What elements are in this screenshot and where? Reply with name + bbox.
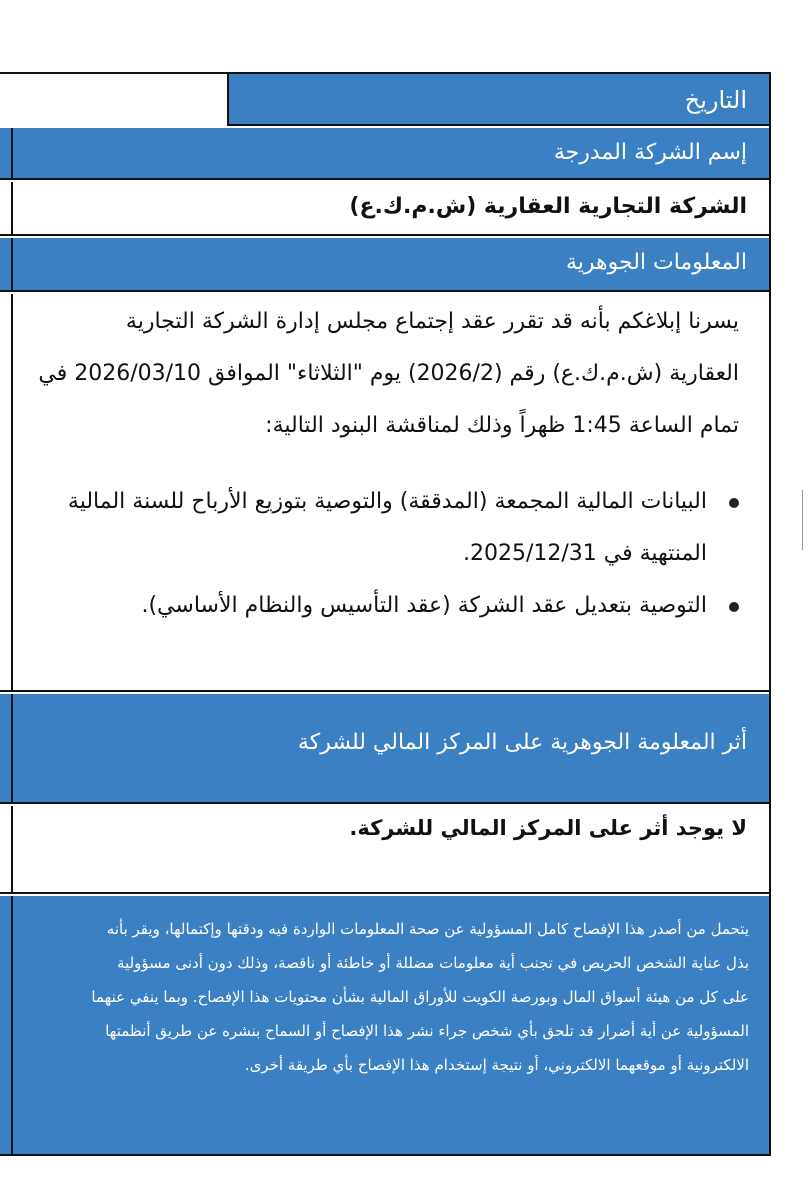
disclaimer-line: يتحمل من أصدر هذا الإفصاح كامل المسؤولية عن صحة المعلومات الواردة فيه ودقتها وإكتمالها، ويقر بأنه <box>106 920 749 938</box>
paragraph-line: تمام الساعة 1:45 ظهراً وذلك لمناقشة البنود التالية: <box>265 413 739 438</box>
left-stripe <box>0 182 13 234</box>
material-info-body <box>0 294 769 692</box>
left-stripe <box>0 694 13 802</box>
agenda-item-line: المنتهية في 2025/12/31. <box>462 541 707 566</box>
disclosure-form <box>0 72 771 1156</box>
disclaimer-box <box>0 896 769 1154</box>
page-edge-mark <box>802 490 811 550</box>
disclaimer-line: المسؤولية عن أية أضرار قد تلحق بأي شخص جراء نشر هذا الإفصاح أو السماح بنشره عن طريق أنظمتها <box>105 1022 749 1040</box>
left-stripe <box>0 238 13 290</box>
date-row <box>0 74 769 126</box>
impact-header-row <box>0 694 769 804</box>
material-info-header-label: المعلومات الجوهرية <box>565 250 747 275</box>
date-label: التاريخ <box>684 86 747 114</box>
left-stripe <box>0 128 13 178</box>
bullet-icon <box>729 602 739 612</box>
company-name: الشركة التجارية العقارية (ش.م.ك.ع) <box>349 194 747 219</box>
impact-body-row <box>0 806 769 894</box>
impact-header-label: أثر المعلومة الجوهرية على المركز المالي للشركة <box>297 730 747 755</box>
agenda-item <box>0 580 769 632</box>
disclaimer-line: على كل من هيئة أسواق المال وبورصة الكويت للأوراق المالية بشأن محتويات هذا الإفصاح. وبما ينفي عنهما <box>91 988 749 1006</box>
agenda-item-line: البيانات المالية المجمعة (المدققة) والتوصية بتوزيع الأرباح للسنة المالية <box>67 489 707 514</box>
material-info-paragraph <box>0 294 769 452</box>
impact-text: لا يوجد أثر على المركز المالي للشركة. <box>349 816 747 840</box>
left-stripe <box>0 806 13 892</box>
company-name-row <box>0 182 769 236</box>
left-stripe <box>0 896 13 1154</box>
disclaimer-line: الالكترونية أو موقعهما الالكتروني، أو نتيجة إستخدام هذا الإفصاح بأي طريقة أخرى. <box>244 1056 749 1074</box>
disclaimer-line: بذل عناية الشخص الحريص في تجنب أية معلومات مضللة أو خاطئة أو ناقصة، وذلك دون أدنى مسؤولية <box>117 954 749 972</box>
date-value: 3/04 <box>0 74 229 126</box>
agenda-item-line: التوصية بتعديل عقد الشركة (عقد التأسيس والنظام الأساسي). <box>141 593 707 618</box>
paragraph-line: العقارية (ش.م.ك.ع) رقم (2026/2) يوم "الثلاثاء" الموافق 2026/03/10 في <box>38 361 739 386</box>
bullet-icon <box>729 498 739 508</box>
agenda-list <box>0 476 769 632</box>
paragraph-line: يسرنا إبلاغكم بأنه قد تقرر عقد إجتماع مجلس إدارة الشركة التجارية <box>125 309 739 334</box>
company-header-row <box>0 128 769 180</box>
disclaimer-text <box>0 896 769 1082</box>
company-header-label: إسم الشركة المدرجة <box>553 140 747 165</box>
agenda-item <box>0 476 769 580</box>
material-info-header-row <box>0 238 769 292</box>
